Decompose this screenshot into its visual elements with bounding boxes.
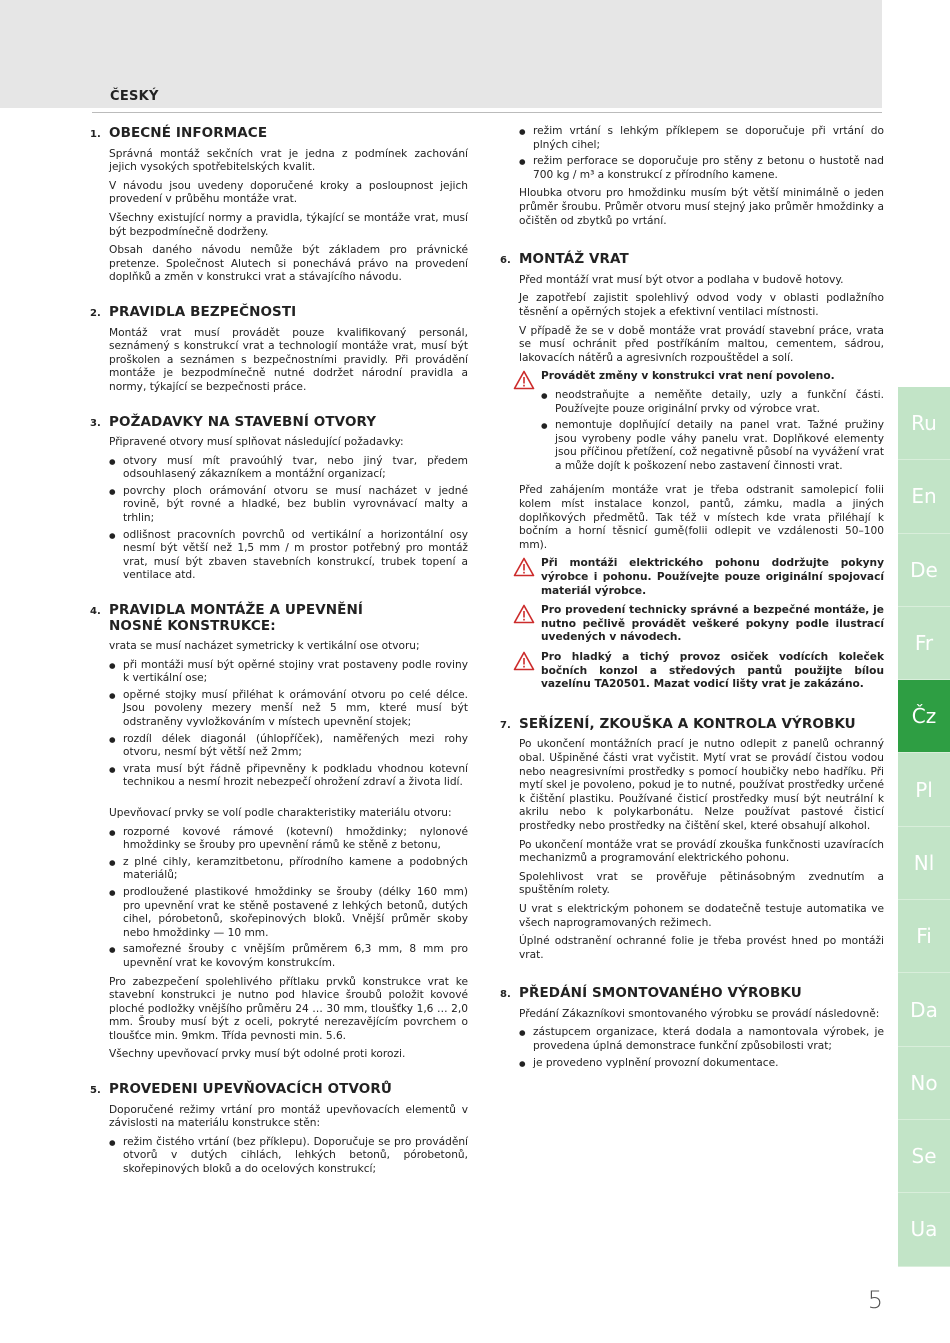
paragraph: Správná montáž sekčních vrat je jedna z podmínek zachování jejich vysokých spotřebitelských kvalit. (109, 147, 468, 174)
section-title-line1: PRAVIDLA MONTÁŽE A UPEVNĚNÍ (109, 602, 363, 619)
paragraph: V případě že se v době montáže vrat provádí stavební práce, vrata se musí ochránit před postříkáním maltou, cementem, sádrou, lakovacích nátěrů a agresivních rozpouštědel a solí. (519, 324, 884, 364)
list-item: ● zástupcem organizace, která dodala a namontovala výrobek, je provedena úplná demonstrace funkční způsobilosti vrat; (519, 1026, 884, 1053)
warning-block (519, 370, 884, 478)
paragraph: Montáž vrat musí provádět pouze kvalifikovaný personál, seznámený s konstrukcí vrat a technologií montáže vrat, musí být proškolen a seznámen s bezpečnostními pravidly. Při provádění montáže je bezpodmínečně nutné dodržet národní pravidla a normy, týkající se bezpečnosti práce. (109, 326, 468, 393)
bullet-list (519, 125, 884, 182)
bullet-list (109, 659, 468, 790)
section-number: 6. (500, 255, 511, 267)
list-item: ● nemontuje doplňující detaily na panel vrat. Tažné pružiny jsou vyrobeny podle váhy panelu vrat. Doplňkové elementy jsou příčinou přetížení, což negativně působí na vyvážení vrat a může dojít k poškození nebo zastavení činnosti vrat. (541, 419, 884, 473)
paragraph: Hloubka otvoru pro hmoždinku musím být větší minimálně o jeden průměr šroubu. Průměr otvoru musí stejný jako průměr hmoždinky a očištěn od zbytků po vrtání. (519, 187, 884, 227)
section-number: 8. (500, 989, 511, 1001)
paragraph: Předání Zákazníkovi smontovaného výrobku se provádí následovně: (519, 1007, 880, 1020)
paragraph: Upevňovací prvky se volí podle charakteristiky materiálu otvoru: (109, 806, 452, 819)
tab-no[interactable]: No (898, 1047, 950, 1120)
list-item: ● rozporné kovové rámové (kotevní) hmoždinky; nylonové hmoždinky se šrouby pro upevnění rámů ke stěně z betonu, (109, 826, 468, 853)
paragraph: Všechny existující normy a pravidla, týkající se montáže vrat, musí být bezpodmínečně dodrženy. (109, 211, 468, 238)
section-handover (500, 985, 884, 1070)
section-title (109, 602, 363, 634)
paragraph: Úplné odstranění ochranné folie je třeba provést hned po montáži vrat. (519, 935, 884, 961)
paragraph: Je zapotřebí zajistit spolehlivý odvod vody v oblasti podlažního těsnění a opěrných stojek a efektivní ventilaci místnosti. (519, 292, 884, 318)
list-item: ● z plné cihly, keramzitbetonu, přírodního kamene a podobných materiálů; (109, 856, 468, 883)
list-item: ● při montáži musí být opěrné stojiny vrat postaveny podle roviny k vertikální ose; (109, 659, 468, 686)
tab-da[interactable]: Da (898, 973, 950, 1046)
section-title: OBECNÉ INFORMACE (109, 125, 268, 141)
section-title: SEŘÍZENÍ, ZKOUŠKA A KONTROLA VÝROBKU (519, 715, 856, 732)
warning-text: Pro hladký a tichý provoz osiček vodících koleček bočních konzol a středových pantů použijte bílou vazelínu TA20501. Mazat vodicí lišty vrat je zakázáno. (541, 651, 884, 691)
paragraph: Připravené otvory musí splňovat následující požadavky: (109, 436, 404, 449)
list-item: ● režim perforace se doporučuje pro stěny z betonu o hustotě nad 700 kg / m³ a konstrukcí z přírodního kamene. (519, 155, 884, 182)
section-number: 3. (90, 417, 101, 429)
tab-ua[interactable]: Ua (898, 1193, 950, 1266)
warning-text: Pro provedení technicky správné a bezpečné montáže, je nutno pečlivě provádět veškeré pokyny podle ilustrací uvedených v návodech. (541, 604, 884, 644)
section-mounting-holes (90, 1081, 468, 1177)
page-number: 5 (867, 1286, 883, 1314)
section-safety-rules (90, 304, 468, 395)
paragraph: U vrat s elektrickým pohonem se dodatečně testuje automatika ve všech naprogramovaných režimech. (519, 902, 884, 929)
paragraph: Před montáží vrat musí být otvor a podlaha v budově hotovy. (519, 273, 844, 286)
paragraph: Spolehlivost vrat se prověřuje pětinásobným zvednutím a spuštěním rolety. (519, 870, 884, 897)
section-opening-requirements (90, 414, 468, 584)
warning-text: Provádět změny v konstrukci vrat není povoleno. (541, 370, 835, 383)
bullet-list (109, 1136, 468, 1177)
language-title: ČESKÝ (110, 89, 159, 104)
paragraph: Všechny upevňovací prvky musí být odolné proti korozi. (109, 1048, 406, 1061)
list-item: ● odlišnost pracovních povrchů od vertikální a horizontální osy nesmí být větší než 1,5 mm / m prostor potřebný pro montáž vrat, musí být zbaven stavebních konstrukcí, trubek topení a ventilace atd. (109, 529, 468, 583)
list-item: ● vrata musí být řádně připevněny k podkladu vhodnou kotevní technikou a nesmí hrozit nebezpečí ohrožení zdraví a života lidí. (109, 763, 468, 790)
list-item: ● je provedeno vyplnění provozní dokumentace. (519, 1057, 884, 1071)
section-door-mounting (500, 251, 884, 692)
warning-icon (513, 557, 535, 582)
section-title-line2: NOSNÉ KONSTRUKCE: (109, 618, 276, 635)
section-title: PRAVIDLA BEZPEČNOSTI (109, 303, 297, 320)
paragraph: Před zahájením montáže vrat je třeba odstranit samolepicí folii kolem míst instalace konzol, pantů, zámku, madla a jiných doplňkových předmětů. Tak též v místech kde vrata přiléhají k bočním a horní těsnicí gumě(folii odlepit ve vzdálenosti 50–100 mm). (519, 484, 884, 551)
section-number: 7. (500, 719, 511, 731)
paragraph: Pro zabezpečení spolehlivého přítlaku prvků konstrukce vrat ke stavební konstrukci je nutno pod hlavice šroubů položit kovové ploché podložky vnějšího průměru 24 … 30 mm, tloušťky 1,6 … 2,0 mm. Šrouby musí být z oceli, pokryté nerezavějícím povrchem o tloušťce min. 9mkm. Třída pevnosti min. 5.6. (109, 975, 468, 1042)
warning-block (519, 651, 884, 692)
paragraph: Obsah daného návodu nemůže být základem pro právnické pretenze. Společnost Alutech si ponechává právo na provedení doplňků a změn v konstrukci vrat a stávajícího návodu. (109, 244, 468, 284)
tab-nl[interactable]: Nl (898, 827, 950, 900)
paragraph: Po ukončení montáže vrat se provádí zkouška funkčnosti uzavíracích mechanizmů a programování elektrického pohonu. (519, 838, 884, 865)
paragraph: Doporučené režimy vrtání pro montáž upevňovacích elementů v závislosti na materiálu konstrukce stěn: (109, 1103, 468, 1130)
tab-fi[interactable]: Fi (898, 900, 950, 973)
list-item: ● režim vrtání s lehkým příklepem se doporučuje při vrtání do plných cihel; (519, 125, 884, 152)
warning-icon (513, 604, 535, 629)
bullet-list (541, 389, 884, 474)
list-item: ● prodloužené plastikové hmoždinky se šrouby (délky 160 mm) pro upevnění vrat ke stěně postavené z lehkých betonů, dutých cihel, pórobetonů, skořepinových bloků. Vnější průměr skoby nebo hmoždinky — 10 mm. (109, 886, 468, 940)
list-item: ● povrchy ploch orámování otvoru se musí nacházet v jedné rovině, být rovné a hladké, bez bublin vyrovnávací malty a trhlin; (109, 485, 468, 526)
paragraph: Po ukončení montážních prací je nutno odlepit z panelů ochranný obal. Ušpiněné části vrat vyčistit. Mytí vrat se provádí čistou vodou nebo neagresivními prostředky s pomocí houbičky nebo hadříku. Při mytí skel je povoleno, pokud je to nutné, používat prostředky určené k čištění plastiku. Používané čisticí prostředky musí být neutrální k akrilu nebo k polykarbonátu. Nelze používat pastové čisticí prostředky nebo prostředky na čištění skel, které obsahují alkohol. (519, 738, 884, 832)
paragraph: vrata se musí nacházet symetricky k vertikální ose otvoru; (109, 640, 420, 653)
section-number: 1. (90, 129, 101, 140)
paragraph: V návodu jsou uvedeny doporučené kroky a posloupnost jejich provedení v průběhu montáže vrat. (109, 179, 468, 206)
bullet-list (109, 455, 468, 583)
section-title: MONTÁŽ VRAT (519, 251, 629, 268)
section-number: 2. (90, 307, 101, 319)
language-tabs (898, 387, 950, 1267)
section-number: 4. (90, 606, 101, 618)
section-general-info (90, 125, 468, 285)
tab-en[interactable]: En (898, 460, 950, 533)
warning-icon (513, 651, 535, 676)
tab-se[interactable]: Se (898, 1120, 950, 1193)
left-column (90, 125, 468, 1182)
section-title: PROVEDENI UPEVŇOVACÍCH OTVORŮ (109, 1081, 392, 1098)
tab-de[interactable]: De (898, 534, 950, 607)
section-title: PŘEDÁNÍ SMONTOVANÉHO VÝROBKU (519, 985, 802, 1002)
bullet-list (109, 826, 468, 971)
warning-text: Při montáži elektrického pohonu dodržujte pokyny výrobce i pohonu. Používejte pouze originální spojovací materiál výrobce. (541, 557, 884, 597)
warning-icon (513, 370, 535, 395)
tab-ru[interactable]: Ru (898, 387, 950, 460)
right-column (500, 125, 884, 1075)
section-number: 5. (90, 1085, 101, 1097)
warning-block (519, 604, 884, 645)
tab-cz[interactable]: Čz (898, 680, 950, 753)
list-item: ● samořezné šrouby c vnějším průměrem 6,3 mm, 8 mm pro upevnění vrat ke kovovým konstrukcím. (109, 943, 468, 970)
list-item: ● otvory musí mít pravoúhlý tvar, nebo jiný tvar, předem odsouhlasený zákazníkem a montážní organizací; (109, 455, 468, 482)
tab-fr[interactable]: Fr (898, 607, 950, 680)
section-title: POŽADAVKY NA STAVEBNÍ OTVORY (109, 413, 377, 430)
section-mounting-rules (90, 602, 468, 1062)
bullet-list (519, 1026, 884, 1070)
header-divider (92, 112, 882, 113)
list-item: ● rozdíl délek diagonál (úhlopříček), naměřených mezi rohy otvoru, nesmí být větší než 2mm; (109, 733, 468, 760)
list-item: ● opěrné stojky musí přiléhat k orámování otvoru po celé délce. Jsou povoleny mezery menší než 5 mm, které musí být odstraněny vyvložkováním v místech upevnění stojek; (109, 689, 468, 730)
list-item: ● režim čistého vrtání (bez příklepu). Doporučuje se pro provádění otvorů v dutých cihlách, lehkých betonů, pórobetonů, skořepinových bloků a do ocelových konstrukcí; (109, 1136, 468, 1177)
warning-block (519, 557, 884, 598)
section-adjustment-testing (500, 716, 884, 963)
list-item: ● neodstraňujte a neměňte detaily, uzly a funkční části. Používejte pouze originální prvky od výrobce vrat. (541, 389, 884, 416)
tab-pl[interactable]: Pl (898, 753, 950, 826)
